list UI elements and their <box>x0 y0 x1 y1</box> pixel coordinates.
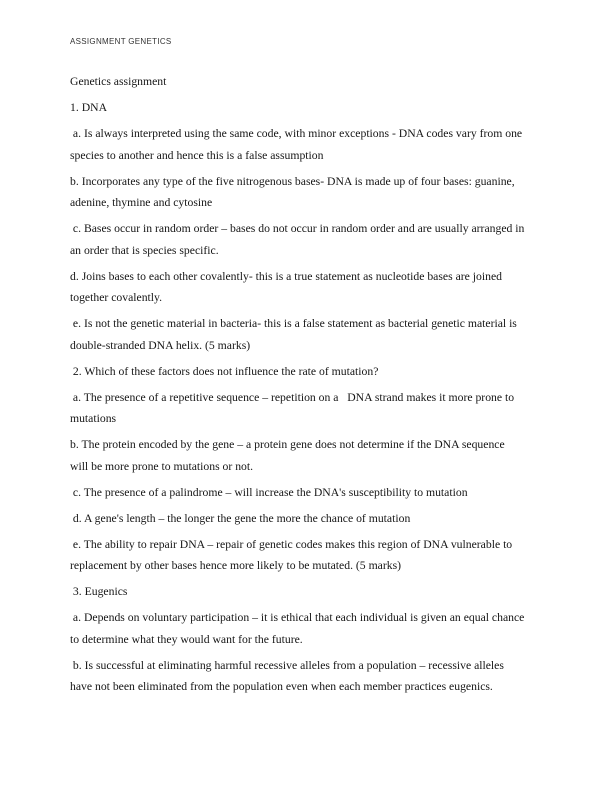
text-line: c. The presence of a palindrome – will increase the DNA's susceptibility to mutation <box>70 485 468 499</box>
text-line: together covalently. <box>70 291 163 304</box>
document-body <box>70 71 560 702</box>
page-header: ASSIGNMENT GENETICS <box>70 37 172 46</box>
doc-title <box>70 71 560 93</box>
q1-option-e <box>70 313 560 356</box>
q1-option-b <box>70 171 560 214</box>
text-line: a. The presence of a repetitive sequence – repetition on a DNA strand makes it more prone to <box>70 390 515 404</box>
q2-option-d <box>70 508 560 530</box>
text-line: Genetics assignment <box>70 75 167 88</box>
text-line: e. Is not the genetic material in bacteria- this is a false statement as bacterial genetic material is <box>70 317 517 330</box>
text-line: will be more prone to mutations or not. <box>70 459 254 473</box>
text-line: a. Depends on voluntary participation – it is ethical that each individual is given an equal chance <box>70 611 525 624</box>
text-line: 1. DNA <box>70 101 108 114</box>
q3-option-b <box>70 655 560 698</box>
text-line: b. The protein encoded by the gene – a protein gene does not determine if the DNA sequence <box>70 438 505 451</box>
text-line: adenine, thymine and cytosine <box>70 196 213 209</box>
text-line: 2. Which of these factors does not influence the rate of mutation? <box>70 364 379 378</box>
q2-option-c <box>70 482 560 504</box>
q1-option-d <box>70 266 560 309</box>
q1-option-c <box>70 218 560 261</box>
q2-option-e <box>70 534 560 577</box>
text-line: an order that is species specific. <box>70 243 219 257</box>
text-line: species to another and hence this is a false assumption <box>70 148 324 162</box>
text-line: b. Incorporates any type of the five nitrogenous bases- DNA is made up of four bases: guanine, <box>70 174 515 188</box>
text-line: have not been eliminated from the population even when each member practices eugenics. <box>70 680 493 693</box>
q2-option-a <box>70 387 560 430</box>
text-line: a. Is always interpreted using the same code, with minor exceptions - DNA codes vary from one <box>70 127 523 140</box>
text-line: b. Is successful at eliminating harmful recessive alleles from a population – recessive alleles <box>70 658 504 672</box>
q1-option-a <box>70 123 560 166</box>
q2-heading <box>70 361 560 383</box>
text-line: d. Joins bases to each other covalently- this is a true statement as nucleotide bases are joined <box>70 269 502 283</box>
text-line: e. The ability to repair DNA – repair of genetic codes makes this region of DNA vulnerable to <box>70 537 513 551</box>
q1-heading <box>70 97 560 119</box>
q3-heading <box>70 581 560 603</box>
q2-option-b <box>70 434 560 477</box>
text-line: replacement by other bases hence more likely to be mutated. (5 marks) <box>70 559 402 572</box>
text-line: c. Bases occur in random order – bases do not occur in random order and are usually arranged in <box>70 222 525 235</box>
text-line: 3. Eugenics <box>70 585 128 598</box>
q3-option-a <box>70 607 560 650</box>
text-line: d. A gene's length – the longer the gene the more the chance of mutation <box>70 511 411 525</box>
text-line: to determine what they would want for the future. <box>70 632 303 646</box>
text-line: mutations <box>70 412 117 425</box>
text-line: double-stranded DNA helix. (5 marks) <box>70 338 251 352</box>
